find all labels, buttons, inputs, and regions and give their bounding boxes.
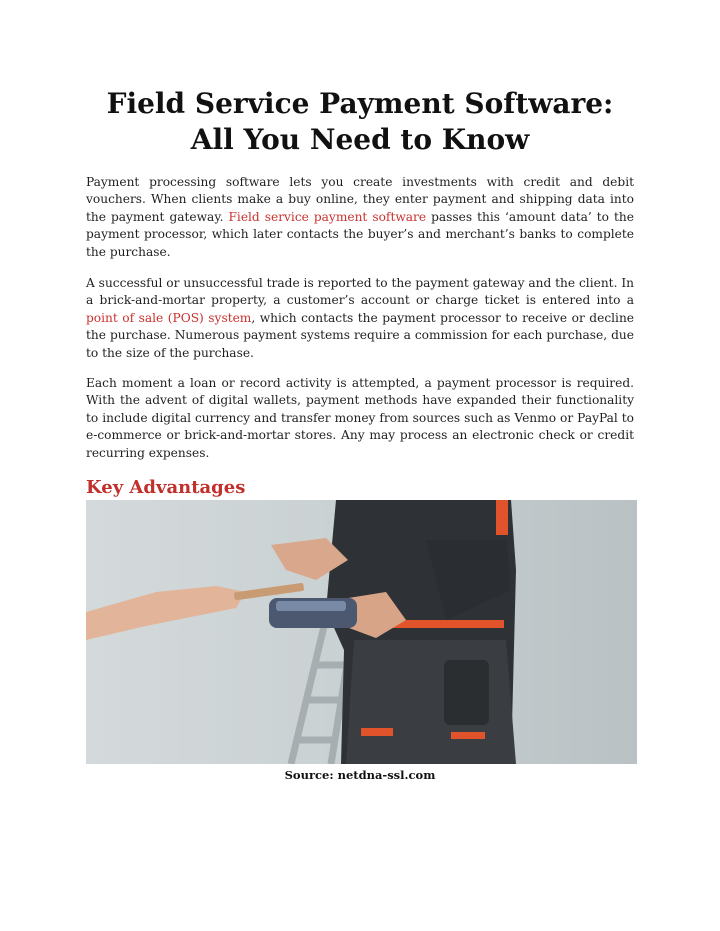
title-line-1: Field Service Payment Software: <box>106 87 614 120</box>
title-line-2: All You Need to Know <box>190 123 530 156</box>
image-caption: Source: netdna-ssl.com <box>284 768 436 782</box>
paragraph-1-text-b: passes this ‘amount data’ to the payment processor, which later contacts the buyer’s and merchant’s banks to complete the purchase. <box>86 209 634 259</box>
paragraph-2 <box>86 275 634 362</box>
field-service-payment-software-link[interactable]: Field service payment software <box>228 209 427 224</box>
page-title <box>0 86 720 158</box>
pos-system-link[interactable]: point of sale (POS) system <box>86 310 252 325</box>
key-advantages-heading: Key Advantages <box>86 477 246 498</box>
paragraph-2-text-b: , which contacts the payment processor to receive or decline the purchase. Numerous payment systems require a commission for each purchase, due to the size of the purchase. <box>86 310 634 360</box>
paragraph-1 <box>86 174 634 261</box>
paragraph-3: Each moment a loan or record activity is attempted, a payment processor is required. With the advent of digital wallets, payment methods have expanded their functionality to include digital currency and transfer money from sources such as Venmo or PayPal to e-commerce or brick-and-mortar stores. Any may process an electronic check or credit recurring expenses. <box>86 376 634 460</box>
paragraph-1-text-a: Payment processing software lets you create investments with credit and debit vouchers. When clients make a buy online, they enter payment and shipping data into the payment gateway. <box>86 175 634 224</box>
payment-terminal-photo <box>86 500 637 764</box>
paragraph-2-text-a: A successful or unsuccessful trade is reported to the payment gateway and the client. In a brick-and-mortar property, a customer’s account or charge ticket is entered into a <box>86 276 634 308</box>
